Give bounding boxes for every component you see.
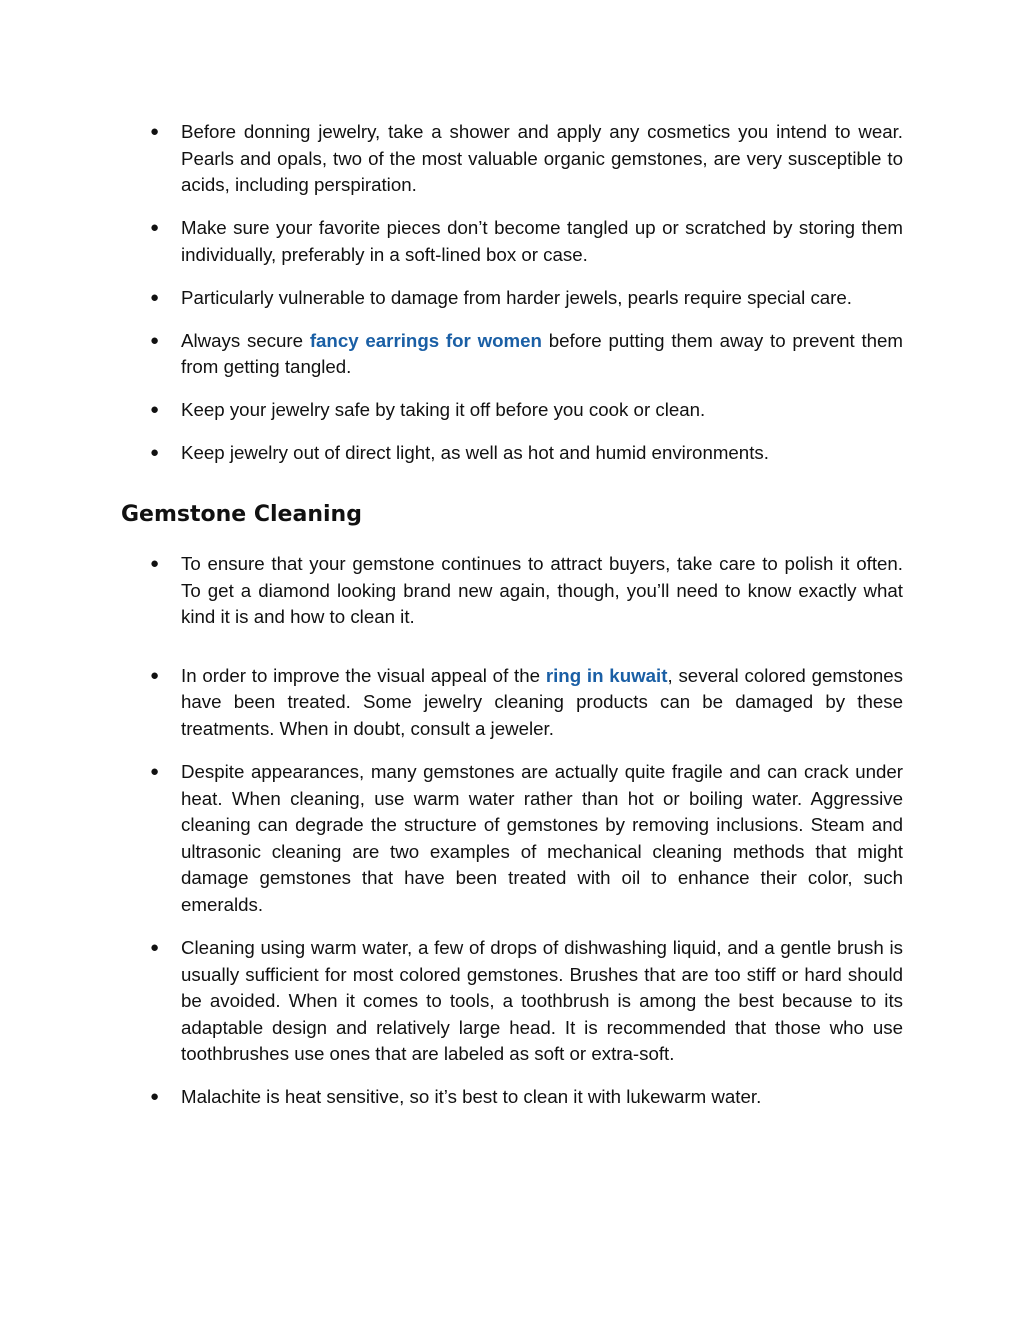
list-item [150,119,903,199]
list-item [150,935,903,1068]
care-tips-list [150,119,903,483]
list-item-text-after: before putting them away to prevent them from getting tangled. [181,329,903,378]
list-item [150,397,903,424]
bullet-icon: ● [150,219,160,237]
list-item-text: Particularly vulnerable to damage from harder jewels, pearls require special care. [181,286,852,308]
list-item [150,328,903,381]
list-item [150,1084,903,1111]
fancy-earrings-link[interactable]: fancy earrings for women [309,329,542,351]
list-item-text: Cleaning using warm water, a few of drops of dishwashing liquid, and a gentle brush is usually sufficient for most colored gemstones. Brushes that are too stiff or hard should be avoided. When it comes to tools, a toothbrush is among the best because to its adaptable design and relatively large head. It is recommended that those who use toothbrushes use ones that are labeled as soft or extra-soft. [181,936,903,1065]
bullet-icon: ● [150,555,160,572]
bullet-icon: ● [150,666,160,684]
ring-in-kuwait-link[interactable]: ring in kuwait [545,664,668,686]
list-item [150,759,903,919]
bullet-icon: ● [150,444,160,462]
list-item-text-before: In order to improve the visual appeal of the [181,664,546,686]
bullet-icon: ● [150,331,160,349]
list-item [150,285,903,312]
list-item-text-before: Always secure [181,329,310,351]
bullet-icon: ● [150,401,160,419]
list-item [150,440,903,467]
list-item-text: Despite appearances, many gemstones are actually quite fragile and can crack under heat. When cleaning, use warm water rather than hot or boiling water. Aggressive cleaning can degrade the structure of gemstones by removing inclusions. Steam and ultrasonic cleaning are two examples of mechanical cleaning methods that might damage gemstones that have been treated with oil to enhance their color, such emeralds. [181,760,903,915]
bullet-icon: ● [150,123,160,140]
list-item [150,551,903,631]
list-item [150,663,903,743]
bullet-icon: ● [150,938,160,956]
bullet-icon: ● [150,288,160,306]
section-heading: Gemstone Cleaning [121,502,362,527]
list-item-text: Keep jewelry out of direct light, as well as hot and humid environments. [181,442,769,464]
list-item-text: To ensure that your gemstone continues to attract buyers, take care to polish it often. To get a diamond looking brand new again, though, you’ll need to know exactly what kind it is and how to clean it. [181,553,903,628]
cleaning-tips-list [150,551,903,1127]
list-item-text-after: , several colored gemstones have been treated. Some jewelry cleaning products can be damaged by these treatments. When in doubt, consult a jeweler. [181,664,903,739]
bullet-icon: ● [150,1088,160,1106]
list-item-text: Malachite is heat sensitive, so it’s best to clean it with lukewarm water. [181,1086,762,1108]
bullet-icon: ● [150,762,160,780]
list-item-text: Keep your jewelry safe by taking it off before you cook or clean. [181,399,706,421]
list-item-text: Make sure your favorite pieces don’t become tangled up or scratched by storing them individually, preferably in a soft-lined box or case. [181,217,903,265]
list-item-text: Before donning jewelry, take a shower and apply any cosmetics you intend to wear. Pearls and opals, two of the most valuable organic gemstones, are very susceptible to acids, including perspiration. [181,121,903,196]
list-item [150,215,903,268]
